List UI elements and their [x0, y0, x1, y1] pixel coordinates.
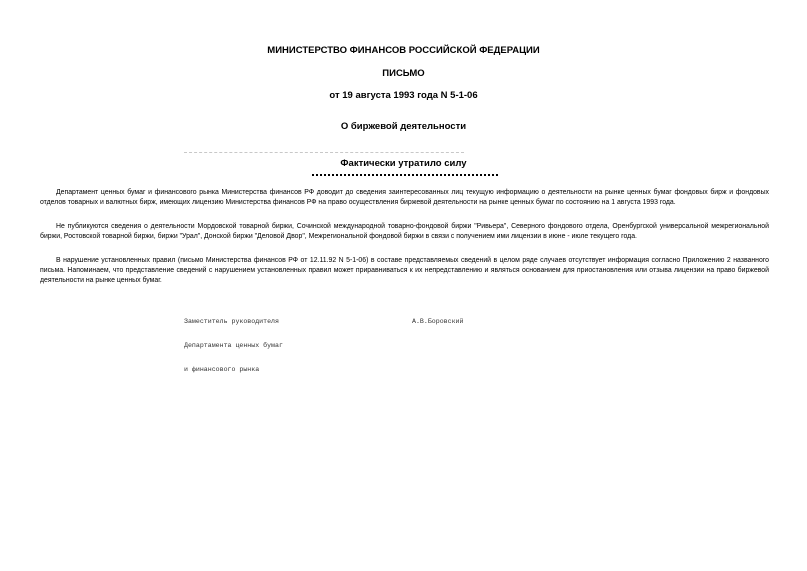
paragraph-3: В нарушение установленных правил (письмо Министерства финансов РФ от 12.11.92 N 5-1-06) в составе представляемых сведений в целом ряде случаев отсутствует информация согласно Приложению 2 названного письма. Напоминаем, что представление сведений с нарушением установленных правил может приравниваться к их непредставлению и являться основанием для приостановления или отзыва лицензии на право биржевой деятельности на рынке ценных бумаг. [40, 257, 769, 284]
document-date-number: от 19 августа 1993 года N 5-1-06 [329, 90, 478, 101]
ministry-heading: МИНИСТЕРСТВО ФИНАНСОВ РОССИЙСКОЙ ФЕДЕРАЦИИ [267, 45, 540, 56]
document-type-heading: ПИСЬМО [382, 68, 425, 79]
signature-position-line: Заместитель руководителя [184, 318, 279, 325]
signatory-name: А.В.Боровский [412, 318, 464, 325]
status-underline [312, 174, 498, 176]
signature-position [184, 302, 283, 390]
paragraph-1: Департамент ценных бумаг и финансового рынка Министерства финансов РФ доводит до сведения заинтересованных лиц текущую информацию о деятельности на рынке ценных бумаг фондовых бирж и фондовых отделов товарных и валютных бирж, имеющих лицензию Министерства финансов РФ на право осуществления биржевой деятельности на рынке ценных бумаг по состоянию на 1 августа 1993 года. [40, 189, 769, 206]
document-subject: О биржевой деятельности [340, 121, 467, 132]
status-notice: Фактически утратило силу [340, 158, 467, 169]
signature-position-line: Департамента ценных бумаг [184, 342, 283, 349]
separator-line [184, 152, 464, 153]
paragraph-2: Не публикуются сведения о деятельности Мордовской товарной биржи, Сочинской международной товарно-фондовой биржи "Ривьера", Северного фондового отдела, Оренбургской универсальной межрегиональной биржи, Ростовской товарной биржи, биржи "Урал", Донской биржи "Деловой Двор", Межрегиональной фондовой биржи в связи с получением ими лицензии в июне - июле текущего года. [40, 223, 769, 240]
signature-position-line: и финансового рынка [184, 366, 260, 373]
